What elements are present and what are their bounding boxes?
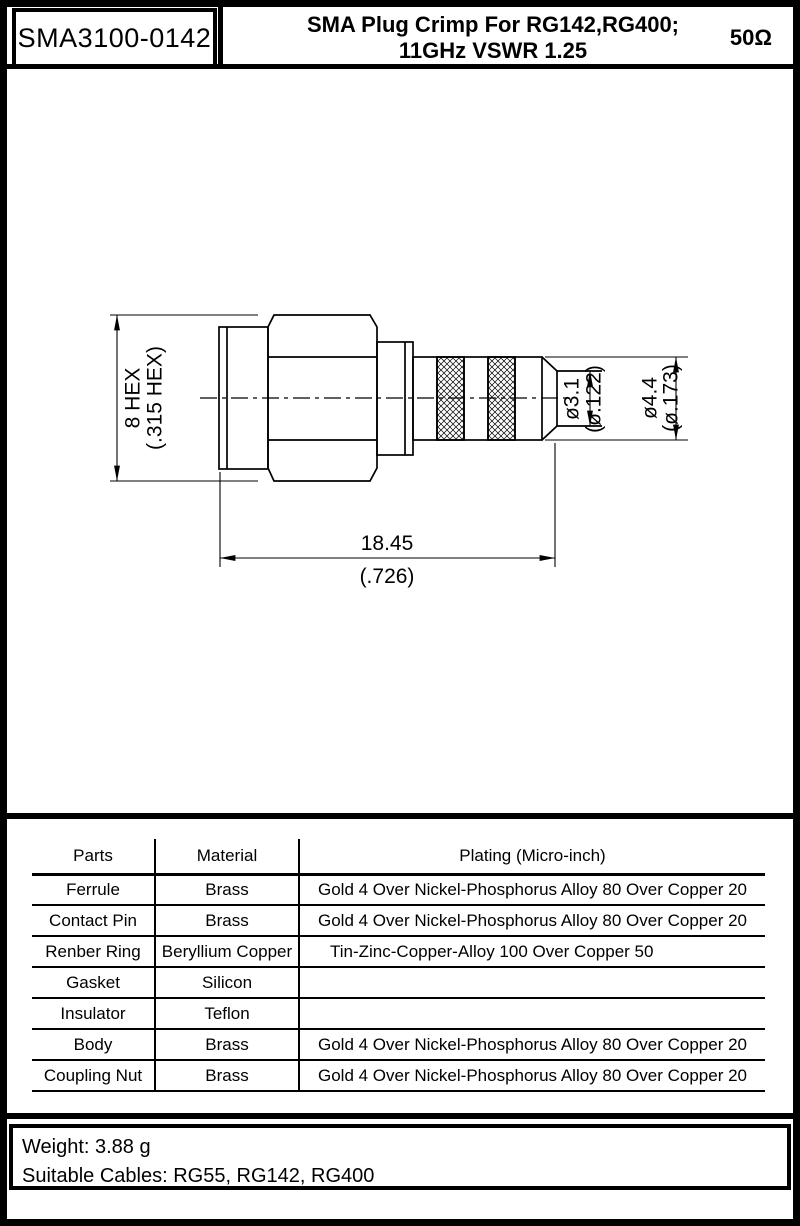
header bbox=[7, 7, 793, 69]
plating-cell: Gold 4 Over Nickel-Phosphorus Alloy 80 Over Copper 20 bbox=[299, 905, 765, 936]
part-cell: Ferrule bbox=[32, 874, 155, 905]
table-row bbox=[32, 1060, 765, 1091]
technical-drawing bbox=[7, 69, 793, 819]
dim-hex-inch-label: (.315 HEX) bbox=[143, 346, 167, 450]
title-block bbox=[223, 7, 763, 69]
col-header-material: Material bbox=[155, 839, 299, 874]
part-number: SMA3100-0142 bbox=[17, 22, 212, 53]
suitable-cables-label: Suitable Cables: RG55, RG142, RG400 bbox=[22, 1165, 375, 1187]
table-row bbox=[32, 874, 765, 905]
plating-cell bbox=[299, 967, 765, 998]
col-header-plating: Plating (Micro-inch) bbox=[299, 839, 765, 874]
drawing-section bbox=[7, 69, 793, 819]
table-row bbox=[32, 998, 765, 1029]
taper-bottom bbox=[542, 426, 557, 440]
dim-outer-dia-label: ø4.4 bbox=[638, 376, 662, 420]
dim-inner-dia-inch-label: (ø.122) bbox=[582, 365, 606, 433]
dim-outer-dia-inch-label: (ø.173) bbox=[659, 364, 683, 432]
material-cell: Silicon bbox=[155, 967, 299, 998]
page-title-line1: SMA Plug Crimp For RG142,RG400; bbox=[306, 12, 680, 37]
part-cell: Body bbox=[32, 1029, 155, 1060]
table-row bbox=[32, 1029, 765, 1060]
plating-cell: Gold 4 Over Nickel-Phosphorus Alloy 80 Over Copper 20 bbox=[299, 1029, 765, 1060]
dimension-lines bbox=[110, 315, 688, 567]
part-cell: Coupling Nut bbox=[32, 1060, 155, 1091]
part-cell: Gasket bbox=[32, 967, 155, 998]
dim-length-inch-label: (.726) bbox=[359, 565, 415, 588]
material-cell: Brass bbox=[155, 874, 299, 905]
plating-cell: Tin-Zinc-Copper-Alloy 100 Over Copper 50 bbox=[299, 936, 765, 967]
plating-cell: Gold 4 Over Nickel-Phosphorus Alloy 80 Over Copper 20 bbox=[299, 1060, 765, 1091]
material-cell: Brass bbox=[155, 1060, 299, 1091]
taper-top bbox=[542, 357, 557, 371]
page-title-line2: 11GHz VSWR 1.25 bbox=[398, 38, 588, 63]
footer-box bbox=[9, 1124, 791, 1190]
dim-length-label: 18.45 bbox=[360, 532, 414, 555]
part-cell: Renber Ring bbox=[32, 936, 155, 967]
dim-hex-label: 8 HEX bbox=[121, 367, 145, 429]
parts-table bbox=[32, 839, 765, 1092]
table-header-row bbox=[32, 839, 765, 874]
weight-label: Weight: 3.88 g bbox=[22, 1136, 151, 1158]
table-row bbox=[32, 967, 765, 998]
col-header-parts: Parts bbox=[32, 839, 155, 874]
footer-section bbox=[7, 1119, 793, 1202]
part-cell: Insulator bbox=[32, 998, 155, 1029]
table-row bbox=[32, 936, 765, 967]
table-row bbox=[32, 905, 765, 936]
impedance-label: 50Ω bbox=[729, 25, 772, 50]
part-cell: Contact Pin bbox=[32, 905, 155, 936]
material-cell: Brass bbox=[155, 905, 299, 936]
plating-cell bbox=[299, 998, 765, 1029]
material-cell: Beryllium Copper bbox=[155, 936, 299, 967]
dim-inner-dia-label: ø3.1 bbox=[560, 377, 584, 421]
material-cell: Brass bbox=[155, 1029, 299, 1060]
material-cell: Teflon bbox=[155, 998, 299, 1029]
plating-cell: Gold 4 Over Nickel-Phosphorus Alloy 80 Over Copper 20 bbox=[299, 874, 765, 905]
part-number-box bbox=[12, 8, 217, 68]
parts-table-section bbox=[7, 819, 793, 1119]
